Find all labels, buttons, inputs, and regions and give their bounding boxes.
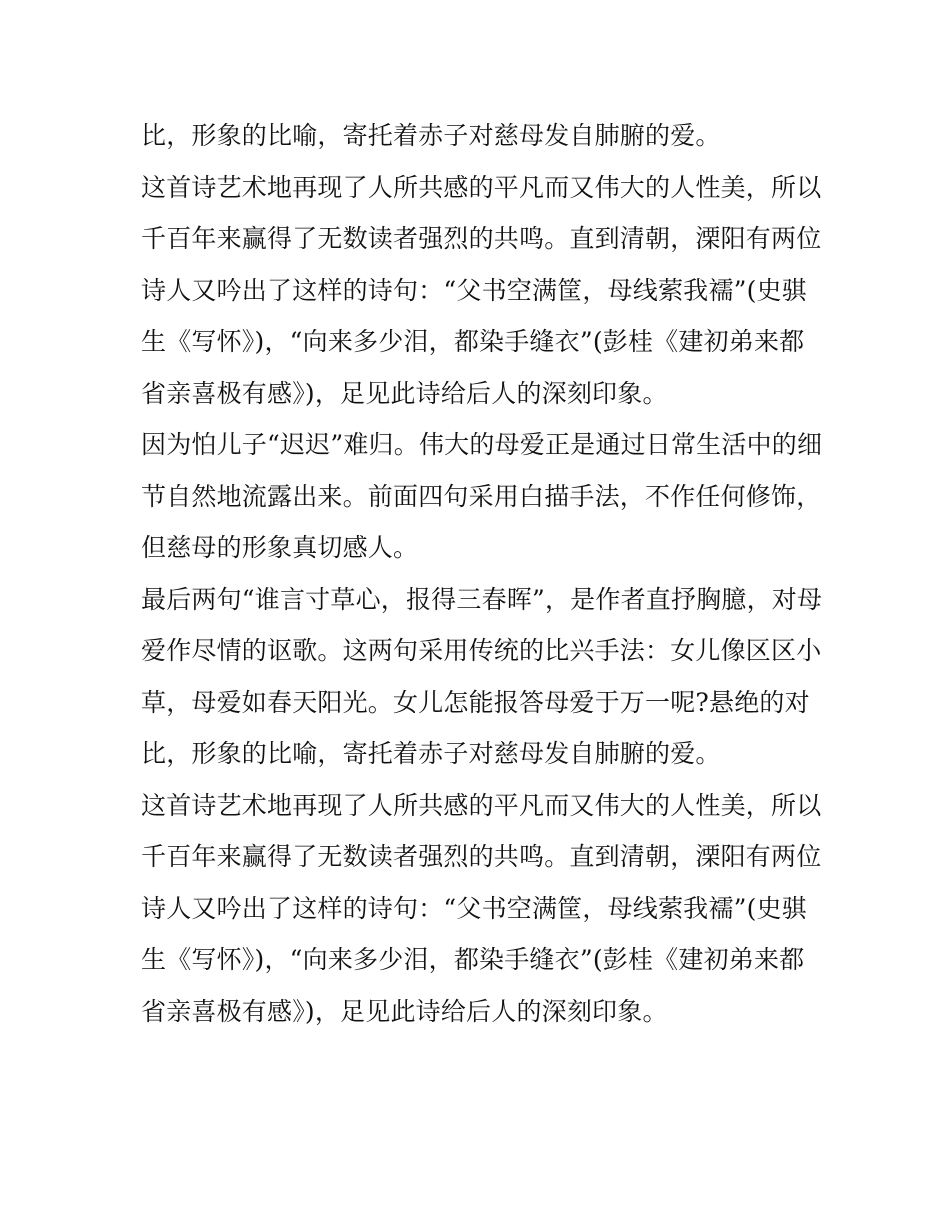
- text-line-16: 诗人又吟出了这样的诗句：“父书空满筐，母线萦我襦”(史骐: [141, 893, 807, 923]
- text-line-12: 草，母爱如春天阳光。女儿怎能报答母爱于万一呢?悬绝的对: [141, 687, 810, 717]
- text-line-10: 最后两句“谁言寸草心，报得三春晖”，是作者直抒胸臆，对母: [141, 584, 823, 614]
- text-line-14: 这首诗艺术地再现了人所共感的平凡而又伟大的人性美，所以: [141, 790, 822, 820]
- text-line-8: 节自然地流露出来。前面四句采用白描手法，不作任何修饰，: [141, 481, 822, 511]
- text-line-2: 这首诗艺术地再现了人所共感的平凡而又伟大的人性美，所以: [141, 172, 822, 202]
- text-line-9: 但慈母的形象真切感人。: [141, 533, 419, 562]
- text-line-1: 比，形象的比喻，寄托着赤子对慈母发自肺腑的爱。: [141, 121, 721, 150]
- document-body: [141, 110, 821, 1037]
- text-line-11: 爱作尽情的讴歌。这两句采用传统的比兴手法：女儿像区区小: [141, 636, 822, 665]
- text-line-18: 省亲喜极有感》)，足见此诗给后人的深刻印象。: [141, 996, 668, 1026]
- text-line-15: 千百年来赢得了无数读者强烈的共鸣。直到清朝，溧阳有两位: [141, 842, 822, 871]
- text-line-17: 生《写怀》)，“向来多少泪，都染手缝衣”(彭桂《建初弟来都: [141, 945, 805, 974]
- text-line-6: 省亲喜极有感》)，足见此诗给后人的深刻印象。: [141, 378, 668, 408]
- text-line-3: 千百年来赢得了无数读者强烈的共鸣。直到清朝，溧阳有两位: [141, 224, 822, 253]
- text-line-7: 因为怕儿子“迟迟”难归。伟大的母爱正是通过日常生活中的细: [141, 430, 823, 459]
- text-line-13: 比，形象的比喻，寄托着赤子对慈母发自肺腑的爱。: [141, 739, 721, 768]
- text-line-5: 生《写怀》)，“向来多少泪，都染手缝衣”(彭桂《建初弟来都: [141, 327, 805, 356]
- text-line-4: 诗人又吟出了这样的诗句：“父书空满筐，母线萦我襦”(史骐: [141, 275, 807, 305]
